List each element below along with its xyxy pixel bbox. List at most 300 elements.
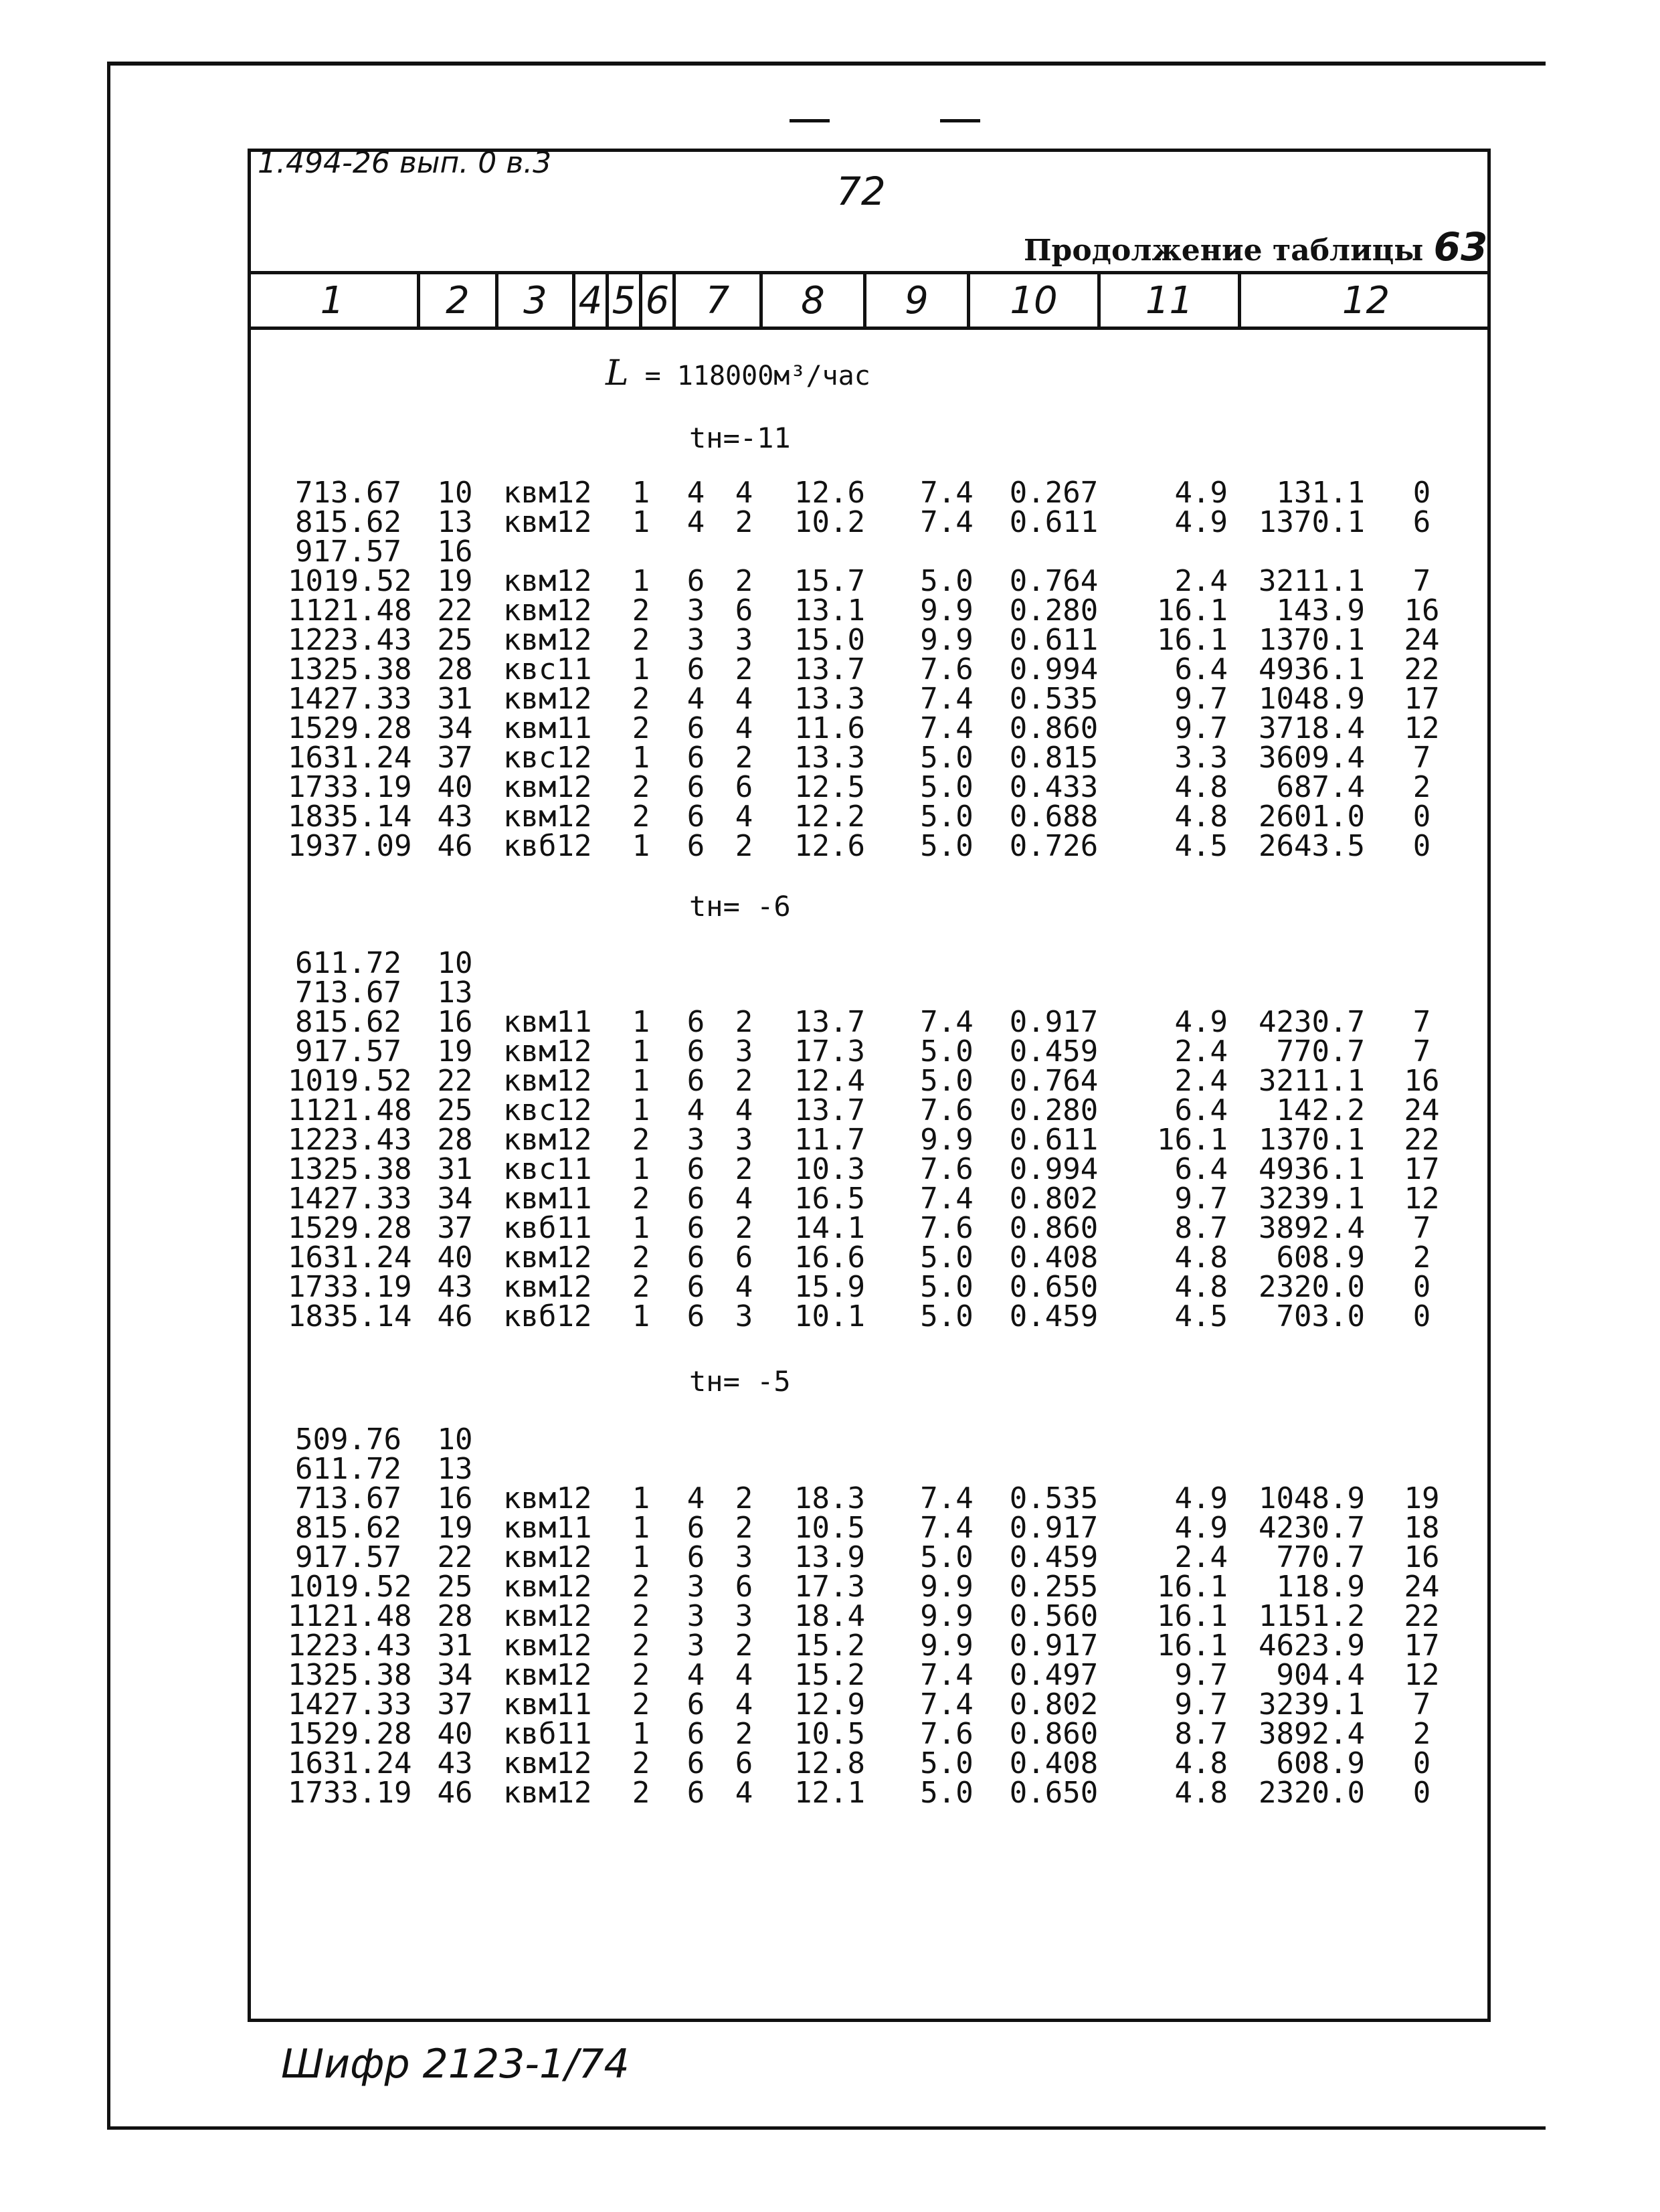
- table-cell-col7: 10.5: [794, 1511, 865, 1545]
- table-cell-col10: 9.7: [1174, 1658, 1228, 1692]
- table-cell-col2: 25: [437, 1570, 473, 1604]
- table-cell-col8: 9.9: [920, 593, 974, 628]
- table-cell-col3: квб11: [503, 1717, 592, 1751]
- table-cell-col11: 3892.4: [1259, 1717, 1365, 1751]
- table-cell-col3: квм11: [503, 1005, 592, 1039]
- table-cell-col2: 28: [437, 1123, 473, 1157]
- table-cell-col1: 1631.24: [288, 1240, 412, 1275]
- page-number: 72: [836, 169, 886, 214]
- table-cell-col5: 4: [686, 1481, 705, 1515]
- table-cell-col7: 17.3: [794, 1570, 865, 1604]
- table-cell-col10: 16.1: [1157, 1599, 1228, 1633]
- table-cell-col8: 7.4: [920, 1182, 974, 1216]
- table-cell-col6: 4: [735, 682, 753, 716]
- table-cell-col7: 15.2: [794, 1658, 865, 1692]
- table-cell-col6: 2: [735, 564, 753, 598]
- table-cell-col1: 1529.28: [288, 1211, 412, 1245]
- table-cell-col11: 4230.7: [1259, 1511, 1365, 1545]
- table-cell-col12: 7: [1412, 741, 1431, 775]
- table-cell-col9: 0.408: [1009, 1746, 1099, 1780]
- table-cell-col3: квм12: [503, 1599, 592, 1633]
- table-cell-col1: 1733.19: [288, 1776, 412, 1810]
- table-cell-col2: 13: [437, 1452, 473, 1486]
- table-cell-col3: квс12: [503, 741, 592, 775]
- table-cell-col8: 5.0: [920, 1299, 974, 1333]
- table-cell-col9: 0.860: [1009, 1211, 1099, 1245]
- table-cell-col12: 12: [1404, 1182, 1440, 1216]
- table-cell-col1: 1223.43: [288, 1123, 412, 1157]
- table-cell-col9: 0.917: [1009, 1629, 1099, 1663]
- column-header-5: 5: [609, 274, 642, 327]
- table-cell-col4: 2: [632, 623, 650, 657]
- table-cell-col11: 4230.7: [1259, 1005, 1365, 1039]
- table-cell-col11: 118.9: [1276, 1570, 1365, 1604]
- table-cell-col4: 2: [632, 1776, 650, 1810]
- table-cell-col9: 0.255: [1009, 1570, 1099, 1604]
- table-cell-col1: 1631.24: [288, 741, 412, 775]
- table-cell-col4: 1: [632, 1152, 650, 1186]
- table-cell-col11: 142.2: [1276, 1093, 1365, 1127]
- table-cell-col3: квс11: [503, 652, 592, 686]
- table-cell-col8: 9.9: [920, 1629, 974, 1663]
- table-cell-col3: квм12: [503, 1570, 592, 1604]
- table-cell-col1: 1937.09: [288, 829, 412, 863]
- column-header-10: 10: [970, 274, 1101, 327]
- table-cell-col7: 12.5: [794, 770, 865, 804]
- table-cell-col11: 3718.4: [1259, 711, 1365, 745]
- table-cell-col10: 4.8: [1174, 770, 1228, 804]
- section-title: tн=-11: [689, 422, 791, 454]
- table-cell-col6: 3: [735, 1599, 753, 1633]
- table-cell-col8: 7.6: [920, 1093, 974, 1127]
- table-cell-col2: 19: [437, 1511, 473, 1545]
- table-cell-col9: 0.433: [1009, 770, 1099, 804]
- table-cell-col2: 28: [437, 1599, 473, 1633]
- column-header-8: 8: [763, 274, 866, 327]
- table-cell-col11: 904.4: [1276, 1658, 1365, 1692]
- table-cell-col2: 10: [437, 476, 473, 510]
- column-header-6: 6: [642, 274, 676, 327]
- table-cell-col11: 608.9: [1276, 1240, 1365, 1275]
- table-cell-col1: 1835.14: [288, 800, 412, 834]
- table-cell-col9: 0.280: [1009, 593, 1099, 628]
- table-cell-col11: 131.1: [1276, 476, 1365, 510]
- table-cell-col1: 1325.38: [288, 1658, 412, 1692]
- table-cell-col3: квм11: [503, 1511, 592, 1545]
- table-cell-col3: квб12: [503, 1299, 592, 1333]
- table-cell-col12: 7: [1412, 1687, 1431, 1722]
- table-cell-col10: 9.7: [1174, 682, 1228, 716]
- table-cell-col5: 4: [686, 476, 705, 510]
- table-cell-col2: 31: [437, 682, 473, 716]
- table-cell-col12: 7: [1412, 1034, 1431, 1069]
- table-cell-col8: 7.4: [920, 1005, 974, 1039]
- table-cell-col5: 6: [686, 1717, 705, 1751]
- table-cell-col2: 46: [437, 1776, 473, 1810]
- table-cell-col11: 143.9: [1276, 593, 1365, 628]
- table-cell-col1: 1529.28: [288, 711, 412, 745]
- table-cell-col4: 1: [632, 1034, 650, 1069]
- table-cell-col6: 3: [735, 1123, 753, 1157]
- table-cell-col6: 2: [735, 1005, 753, 1039]
- table-cell-col1: 611.72: [295, 1452, 401, 1486]
- table-cell-col10: 9.7: [1174, 711, 1228, 745]
- table-cell-col2: 22: [437, 1540, 473, 1574]
- cipher-note: Шифр 2123-1/74: [281, 2041, 630, 2088]
- top-dash-mark: [790, 119, 830, 122]
- table-cell-col4: 1: [632, 505, 650, 539]
- table-cell-col3: квм12: [503, 476, 592, 510]
- table-cell-col2: 43: [437, 1746, 473, 1780]
- table-cell-col1: 1019.52: [288, 1064, 412, 1098]
- formula: [606, 353, 870, 393]
- table-cell-col10: 8.7: [1174, 1717, 1228, 1751]
- table-cell-col1: 815.62: [295, 505, 401, 539]
- table-cell-col9: 0.535: [1009, 682, 1099, 716]
- table-cell-col8: 9.9: [920, 1570, 974, 1604]
- table-cell-col8: 7.4: [920, 1511, 974, 1545]
- table-cell-col2: 43: [437, 800, 473, 834]
- table-cell-col10: 4.5: [1174, 829, 1228, 863]
- table-cell-col6: 2: [735, 1629, 753, 1663]
- table-cell-col1: 815.62: [295, 1511, 401, 1545]
- table-cell-col9: 0.917: [1009, 1005, 1099, 1039]
- column-header-12: 12: [1342, 278, 1390, 322]
- table-cell-col8: 7.4: [920, 1687, 974, 1722]
- table-cell-col11: 1048.9: [1259, 1481, 1365, 1515]
- table-cell-col2: 40: [437, 1717, 473, 1751]
- table-cell-col7: 15.9: [794, 1270, 865, 1304]
- table-cell-col10: 4.9: [1174, 505, 1228, 539]
- table-cell-col4: 2: [632, 1123, 650, 1157]
- table-cell-col9: 0.611: [1009, 505, 1099, 539]
- table-cell-col11: 1370.1: [1259, 1123, 1365, 1157]
- table-cell-col10: 3.3: [1174, 741, 1228, 775]
- table-cell-col4: 1: [632, 1299, 650, 1333]
- table-cell-col2: 37: [437, 741, 473, 775]
- table-cell-col7: 13.1: [794, 593, 865, 628]
- table-cell-col4: 2: [632, 1182, 650, 1216]
- table-cell-col4: 1: [632, 652, 650, 686]
- table-cell-col8: 9.9: [920, 623, 974, 657]
- table-cell-col1: 1019.52: [288, 1570, 412, 1604]
- table-cell-col7: 18.4: [794, 1599, 865, 1633]
- table-cell-col5: 6: [686, 652, 705, 686]
- table-cell-col6: 4: [735, 476, 753, 510]
- table-cell-col2: 40: [437, 770, 473, 804]
- table-cell-col3: квм12: [503, 623, 592, 657]
- table-cell-col5: 6: [686, 1034, 705, 1069]
- table-cell-col6: 2: [735, 1064, 753, 1098]
- table-cell-col6: 2: [735, 829, 753, 863]
- table-cell-col10: 4.9: [1174, 476, 1228, 510]
- table-cell-col10: 4.8: [1174, 800, 1228, 834]
- table-cell-col10: 9.7: [1174, 1687, 1228, 1722]
- table-cell-col3: квм12: [503, 564, 592, 598]
- table-cell-col11: 770.7: [1276, 1540, 1365, 1574]
- table-cell-col4: 1: [632, 1064, 650, 1098]
- table-cell-col1: 1121.48: [288, 1599, 412, 1633]
- table-cell-col1: 1733.19: [288, 1270, 412, 1304]
- table-cell-col4: 2: [632, 800, 650, 834]
- caption-number: 63: [1433, 224, 1488, 270]
- table-cell-col10: 4.8: [1174, 1776, 1228, 1810]
- table-cell-col6: 2: [735, 1481, 753, 1515]
- column-header-2: 2: [420, 274, 498, 327]
- table-cell-col8: 7.4: [920, 682, 974, 716]
- table-cell-col12: 22: [1404, 652, 1440, 686]
- table-cell-col5: 6: [686, 741, 705, 775]
- table-cell-col6: 3: [735, 623, 753, 657]
- table-cell-col12: 24: [1404, 1093, 1440, 1127]
- table-cell-col6: 4: [735, 1093, 753, 1127]
- table-cell-col1: 917.57: [295, 1034, 401, 1069]
- table-cell-col12: 0: [1412, 476, 1431, 510]
- table-cell-col8: 7.6: [920, 652, 974, 686]
- table-cell-col2: 22: [437, 1064, 473, 1098]
- table-cell-col10: 4.9: [1174, 1511, 1228, 1545]
- table-cell-col7: 12.6: [794, 476, 865, 510]
- table-cell-col12: 22: [1404, 1599, 1440, 1633]
- table-cell-col7: 12.1: [794, 1776, 865, 1810]
- table-cell-col3: квм11: [503, 1182, 592, 1216]
- table-cell-col12: 16: [1404, 1540, 1440, 1574]
- section-title: tн= -5: [689, 1365, 791, 1398]
- page-frame-left: [107, 62, 110, 2129]
- table-cell-col8: 5.0: [920, 1776, 974, 1810]
- table-cell-col11: 3211.1: [1259, 564, 1365, 598]
- table-cell-col6: 3: [735, 1034, 753, 1069]
- table-cell-col8: 5.0: [920, 800, 974, 834]
- table-cell-col3: квм12: [503, 1034, 592, 1069]
- table-cell-col12: 16: [1404, 1064, 1440, 1098]
- table-cell-col5: 4: [686, 1093, 705, 1127]
- table-cell-col12: 0: [1412, 1299, 1431, 1333]
- table-cell-col1: 1427.33: [288, 1182, 412, 1216]
- table-cell-col1: 1631.24: [288, 1746, 412, 1780]
- table-cell-col1: 509.76: [295, 1422, 401, 1457]
- table-cell-col6: 3: [735, 1540, 753, 1574]
- table-cell-col4: 2: [632, 1240, 650, 1275]
- table-cell-col10: 4.8: [1174, 1240, 1228, 1275]
- table-cell-col4: 2: [632, 1687, 650, 1722]
- table-cell-col6: 6: [735, 1240, 753, 1275]
- table-cell-col7: 12.4: [794, 1064, 865, 1098]
- table-cell-col3: квм12: [503, 1064, 592, 1098]
- table-cell-col9: 0.860: [1009, 711, 1099, 745]
- table-cell-col5: 6: [686, 1211, 705, 1245]
- table-cell-col5: 6: [686, 1746, 705, 1780]
- table-cell-col1: 1121.48: [288, 1093, 412, 1127]
- table-cell-col1: 917.57: [295, 1540, 401, 1574]
- table-cell-col1: 713.67: [295, 976, 401, 1010]
- table-cell-col3: квм12: [503, 1629, 592, 1663]
- table-cell-col2: 25: [437, 623, 473, 657]
- table-cell-col11: 2601.0: [1259, 800, 1365, 834]
- table-cell-col12: 2: [1412, 1717, 1431, 1751]
- table-cell-col11: 4936.1: [1259, 1152, 1365, 1186]
- table-cell-col3: квм11: [503, 711, 592, 745]
- table-cell-col7: 18.3: [794, 1481, 865, 1515]
- table-cell-col2: 34: [437, 1182, 473, 1216]
- table-cell-col11: 1151.2: [1259, 1599, 1365, 1633]
- table-cell-col12: 19: [1404, 1481, 1440, 1515]
- table-cell-col3: квм12: [503, 1776, 592, 1810]
- table-cell-col3: квб11: [503, 1211, 592, 1245]
- table-cell-col12: 0: [1412, 1270, 1431, 1304]
- table-cell-col4: 1: [632, 1005, 650, 1039]
- table-cell-col5: 6: [686, 1240, 705, 1275]
- table-cell-col11: 3239.1: [1259, 1687, 1365, 1722]
- table-cell-col3: квм12: [503, 682, 592, 716]
- table-cell-col3: квм12: [503, 1270, 592, 1304]
- table-cell-col12: 7: [1412, 564, 1431, 598]
- table-cell-col8: 7.4: [920, 1481, 974, 1515]
- table-cell-col9: 0.994: [1009, 652, 1099, 686]
- table-cell-col2: 16: [437, 1481, 473, 1515]
- table-cell-col3: квс11: [503, 1152, 592, 1186]
- table-cell-col12: 24: [1404, 623, 1440, 657]
- table-cell-col8: 7.6: [920, 1211, 974, 1245]
- table-cell-col10: 4.8: [1174, 1746, 1228, 1780]
- table-cell-col2: 31: [437, 1152, 473, 1186]
- table-cell-col8: 7.4: [920, 476, 974, 510]
- table-cell-col9: 0.726: [1009, 829, 1099, 863]
- table-cell-col10: 2.4: [1174, 1540, 1228, 1574]
- table-cell-col8: 9.9: [920, 1123, 974, 1157]
- table-cell-col3: квм12: [503, 1481, 592, 1515]
- table-cell-col1: 1427.33: [288, 682, 412, 716]
- table-cell-col3: квм12: [503, 593, 592, 628]
- table-cell-col11: 4936.1: [1259, 652, 1365, 686]
- table-cell-col11: 3609.4: [1259, 741, 1365, 775]
- table-cell-col7: 15.2: [794, 1629, 865, 1663]
- table-cell-col9: 0.802: [1009, 1687, 1099, 1722]
- table-cell-col2: 13: [437, 976, 473, 1010]
- table-cell-col9: 0.611: [1009, 623, 1099, 657]
- table-cell-col2: 10: [437, 1422, 473, 1457]
- table-cell-col8: 7.6: [920, 1717, 974, 1751]
- table-cell-col4: 1: [632, 1540, 650, 1574]
- table-cell-col6: 2: [735, 741, 753, 775]
- table-cell-col6: 4: [735, 1270, 753, 1304]
- table-cell-col4: 1: [632, 1093, 650, 1127]
- table-cell-col5: 6: [686, 1005, 705, 1039]
- table-cell-col7: 13.9: [794, 1540, 865, 1574]
- table-cell-col2: 31: [437, 1629, 473, 1663]
- table-cell-col3: квс12: [503, 1093, 592, 1127]
- table-cell-col10: 16.1: [1157, 623, 1228, 657]
- table-cell-col8: 5.0: [920, 1240, 974, 1275]
- table-cell-col4: 1: [632, 1717, 650, 1751]
- table-cell-col7: 13.3: [794, 741, 865, 775]
- table-cell-col4: 1: [632, 564, 650, 598]
- table-cell-col10: 8.7: [1174, 1211, 1228, 1245]
- table-cell-col12: 0: [1412, 800, 1431, 834]
- table-cell-col8: 5.0: [920, 829, 974, 863]
- table-cell-col7: 13.7: [794, 652, 865, 686]
- table-cell-col6: 3: [735, 1299, 753, 1333]
- table-cell-col8: 5.0: [920, 1064, 974, 1098]
- table-cell-col3: квм12: [503, 505, 592, 539]
- table-cell-col5: 3: [686, 623, 705, 657]
- table-cell-col8: 5.0: [920, 1746, 974, 1780]
- table-cell-col9: 0.860: [1009, 1717, 1099, 1751]
- column-header-4: 4: [575, 274, 609, 327]
- table-cell-col3: квм12: [503, 770, 592, 804]
- table-cell-col11: 2320.0: [1259, 1270, 1365, 1304]
- table-cell-col1: 1121.48: [288, 593, 412, 628]
- table-cell-col7: 11.6: [794, 711, 865, 745]
- table-cell-col9: 0.497: [1009, 1658, 1099, 1692]
- table-cell-col4: 2: [632, 1570, 650, 1604]
- table-cell-col8: 5.0: [920, 564, 974, 598]
- table-cell-col5: 3: [686, 1629, 705, 1663]
- table-cell-col5: 3: [686, 593, 705, 628]
- table-cell-col10: 9.7: [1174, 1182, 1228, 1216]
- table-cell-col1: 1427.33: [288, 1687, 412, 1722]
- table-cell-col7: 10.2: [794, 505, 865, 539]
- table-cell-col3: квм12: [503, 800, 592, 834]
- table-cell-col12: 16: [1404, 593, 1440, 628]
- table-cell-col1: 917.57: [295, 535, 401, 569]
- top-dash-mark: [940, 119, 980, 122]
- table-cell-col11: 3211.1: [1259, 1064, 1365, 1098]
- table-cell-col4: 2: [632, 1658, 650, 1692]
- table-cell-col9: 0.650: [1009, 1270, 1099, 1304]
- table-cell-col9: 0.611: [1009, 1123, 1099, 1157]
- table-cell-col6: 2: [735, 1211, 753, 1245]
- table-cell-col4: 2: [632, 593, 650, 628]
- table-cell-col9: 0.459: [1009, 1299, 1099, 1333]
- table-cell-col7: 16.5: [794, 1182, 865, 1216]
- table-cell-col7: 15.0: [794, 623, 865, 657]
- table-cell-col11: 1370.1: [1259, 623, 1365, 657]
- table-cell-col7: 15.7: [794, 564, 865, 598]
- table-cell-col1: 815.62: [295, 1005, 401, 1039]
- table-cell-col10: 6.4: [1174, 1093, 1228, 1127]
- table-cell-col8: 5.0: [920, 1540, 974, 1574]
- table-cell-col12: 12: [1404, 711, 1440, 745]
- table-cell-col1: 1223.43: [288, 623, 412, 657]
- table-cell-col5: 6: [686, 829, 705, 863]
- table-cell-col3: квм12: [503, 1540, 592, 1574]
- table-cell-col6: 2: [735, 1152, 753, 1186]
- table-cell-col8: 7.4: [920, 711, 974, 745]
- table-cell-col11: 2643.5: [1259, 829, 1365, 863]
- table-cell-col11: 608.9: [1276, 1746, 1365, 1780]
- table-cell-col10: 16.1: [1157, 593, 1228, 628]
- table-cell-col7: 10.1: [794, 1299, 865, 1333]
- table-cell-col5: 6: [686, 1687, 705, 1722]
- table-cell-col11: 687.4: [1276, 770, 1365, 804]
- section-title: tн= -6: [689, 890, 791, 923]
- table-cell-col4: 1: [632, 1211, 650, 1245]
- table-caption: [1024, 224, 1487, 270]
- table-cell-col5: 6: [686, 711, 705, 745]
- table-cell-col6: 4: [735, 1658, 753, 1692]
- table-cell-col10: 6.4: [1174, 652, 1228, 686]
- table-cell-col7: 11.7: [794, 1123, 865, 1157]
- table-cell-col5: 6: [686, 1064, 705, 1098]
- table-cell-col7: 10.5: [794, 1717, 865, 1751]
- table-cell-col9: 0.764: [1009, 564, 1099, 598]
- table-cell-col11: 3239.1: [1259, 1182, 1365, 1216]
- table-cell-col1: 1325.38: [288, 1152, 412, 1186]
- table-cell-col11: 770.7: [1276, 1034, 1365, 1069]
- table-cell-col5: 3: [686, 1599, 705, 1633]
- table-cell-col1: 713.67: [295, 476, 401, 510]
